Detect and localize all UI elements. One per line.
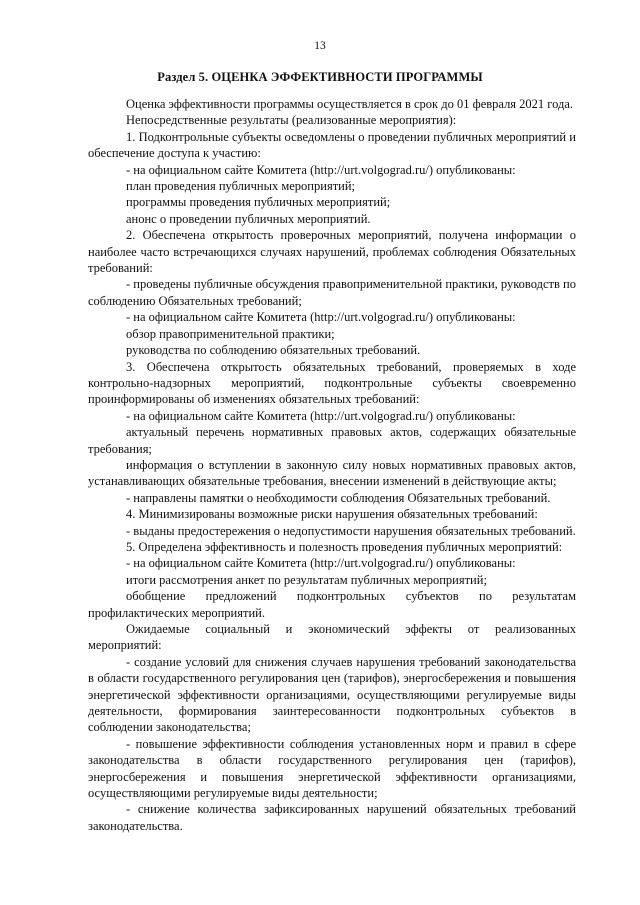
paragraph: актуальный перечень нормативных правовых актов, содержащих обязательные требования; [88, 425, 576, 456]
paragraph: - направлены памятки о необходимости соблюдения Обязательных требований. [126, 490, 551, 505]
paragraph: 2. Обеспечена открытость проверочных мероприятий, получена информации о наиболее часто встречающихся случаях нарушений, проблемах соблюдения Обязательных требований: [88, 228, 576, 276]
paragraph: 1. Подконтрольные субъекты осведомлены о проведении публичных мероприятий и обеспечение доступа к участию: [88, 129, 576, 161]
paragraph: анонс о проведении публичных мероприятий. [126, 211, 371, 226]
paragraph: Ожидаемые социальный и экономический эффекты от реализованных мероприятий: [88, 622, 576, 653]
paragraph: - на официальном сайте Комитета (http://urt.volgograd.ru/) опубликованы: [126, 310, 516, 325]
paragraph: - на официальном сайте Комитета (http://urt.volgograd.ru/) опубликованы: [126, 162, 516, 177]
paragraph: план проведения публичных мероприятий; [126, 179, 356, 194]
paragraph: 5. Определена эффективность и полезность проведения публичных мероприятий: [126, 539, 563, 554]
paragraph: - повышение эффективности соблюдения установленных норм и правил в сфере законодательства в области государственного регулирования цен (тарифов), энергосбережения и повышения энергетической эффективности организациями, осуществляющими регулируемые виды деятельности; [88, 736, 576, 801]
paragraph: 3. Обеспечена открытость обязательных требований, проверяемых в ходе контрольно-надзорных мероприятий, подконтрольные субъекты своевременно проинформированы об изменениях обязательных требований: [88, 359, 576, 407]
paragraph: - создание условий для снижения случаев нарушения требований законодательства в области государственного регулирования цен (тарифов), энергосбережения и повышения энергетической эффективности организациями, осуществляющими регулируемые виды деятельности, формирования заинтересованности подконтрольных субъектов в соблюдении законодательства; [88, 654, 576, 735]
paragraph: итоги рассмотрения анкет по результатам публичных мероприятий; [126, 572, 487, 587]
paragraph: информация о вступлении в законную силу новых нормативных правовых актов, устанавливающих обязательные требования, внесении изменений в действующие акты; [88, 457, 576, 489]
paragraph: обобщение предложений подконтрольных субъектов по результатам профилактических мероприятий. [88, 589, 576, 620]
paragraph: обзор правоприменительной практики; [126, 326, 335, 341]
paragraph: - проведены публичные обсуждения правоприменительной практики, руководств по соблюдению Обязательных требований; [88, 277, 576, 308]
section-title: Раздел 5. ОЦЕНКА ЭФФЕКТИВНОСТИ ПРОГРАММЫ [157, 70, 483, 84]
paragraph: - снижение количества зафиксированных нарушений обязательных требований законодательства. [88, 802, 576, 833]
paragraph: - выданы предостережения о недопустимости нарушения обязательных требований. [126, 523, 576, 538]
paragraph: 4. Минимизированы возможные риски нарушения обязательных требований: [126, 507, 538, 522]
document-body [88, 96, 576, 834]
paragraph: Оценка эффективности программы осуществляется в срок до 01 февраля 2021 года. [126, 97, 574, 111]
paragraph: - на официальном сайте Комитета (http://urt.volgograd.ru/) опубликованы: [126, 408, 516, 423]
page-number: 13 [314, 40, 326, 52]
paragraph: - на официальном сайте Комитета (http://urt.volgograd.ru/) опубликованы: [126, 556, 516, 571]
paragraph: программы проведения публичных мероприятий; [126, 195, 391, 210]
paragraph: Непосредственные результаты (реализованные мероприятия): [126, 113, 457, 128]
paragraph: руководства по соблюдению обязательных требований. [126, 343, 421, 358]
